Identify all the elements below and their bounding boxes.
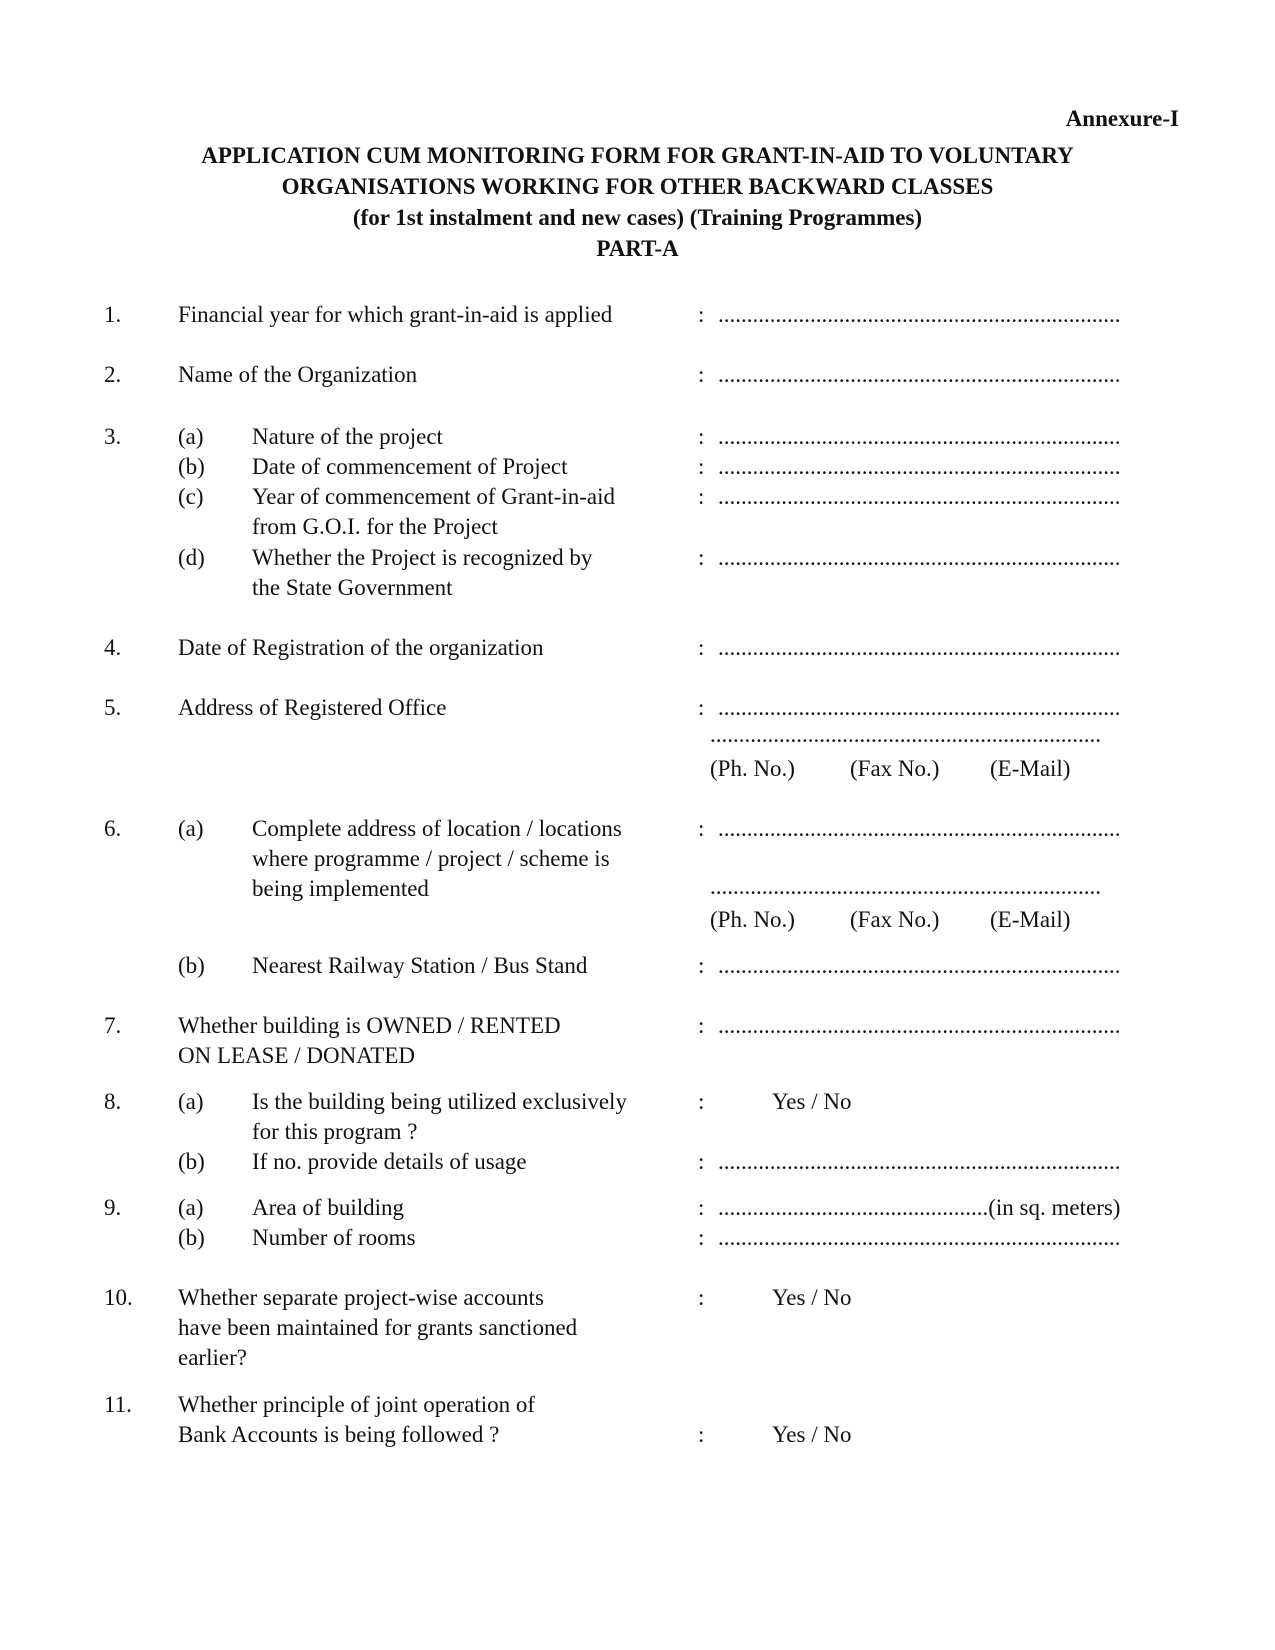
q7-label-line-1: Whether building is OWNED / RENTED [178, 1013, 561, 1038]
q3c-colon: : [698, 484, 705, 509]
q9a-label: Area of building [252, 1195, 405, 1220]
q3c-answer-field[interactable]: ...................................................................... [718, 484, 1121, 509]
q11-number: 11. [104, 1392, 132, 1417]
q6b-answer-field[interactable]: ...................................................................... [718, 953, 1121, 978]
q3b-colon: : [698, 454, 705, 479]
q9a-letter: (a) [178, 1195, 204, 1220]
q6b-label: Nearest Railway Station / Bus Stand [252, 953, 588, 978]
q8b-letter: (b) [178, 1149, 205, 1174]
q6a-answer-field[interactable]: ...................................................................... [718, 816, 1121, 841]
q1-answer-field[interactable]: ...................................................................... [718, 302, 1121, 327]
q11-yes-no-option[interactable]: Yes / No [772, 1422, 852, 1447]
q6b-colon: : [698, 953, 705, 978]
q5-colon: : [698, 695, 705, 720]
q1-colon: : [698, 302, 705, 327]
q5-phone-label: (Ph. No.) [710, 756, 795, 781]
q10-label-line-1: Whether separate project-wise accounts [178, 1285, 544, 1310]
q8a-label-line-1: Is the building being utilized exclusively [252, 1089, 627, 1114]
q1-label: Financial year for which grant-in-aid is applied [178, 302, 613, 327]
q6a-colon: : [698, 816, 705, 841]
q2-label: Name of the Organization [178, 362, 418, 387]
q3d-letter: (d) [178, 545, 205, 570]
q3c-label-line-1: Year of commencement of Grant-in-aid [252, 484, 615, 509]
q5-answer-field-line-2[interactable]: .................................................................... [710, 722, 1101, 747]
q9-number: 9. [104, 1195, 122, 1220]
q2-answer-field[interactable]: ...................................................................... [718, 362, 1121, 387]
q6a-letter: (a) [178, 816, 204, 841]
q3d-answer-field[interactable]: ...................................................................... [718, 545, 1121, 570]
q3-number: 3. [104, 424, 122, 449]
q5-fax-label: (Fax No.) [850, 756, 940, 781]
q9b-colon: : [698, 1225, 705, 1250]
q5-number: 5. [104, 695, 122, 720]
q4-label: Date of Registration of the organization [178, 635, 544, 660]
q8b-answer-field[interactable]: ...................................................................... [718, 1149, 1121, 1174]
q3d-label-line-2: the State Government [252, 575, 453, 600]
q8-number: 8. [104, 1089, 122, 1114]
q9a-answer-field[interactable] [718, 1193, 1120, 1223]
q6b-letter: (b) [178, 953, 205, 978]
q9a-unit-label: (in sq. meters) [988, 1195, 1121, 1220]
q10-label-line-3: earlier? [178, 1345, 247, 1370]
heading-line-3: (for 1st instalment and new cases) (Training Programmes) [352, 205, 923, 230]
q10-label-line-2: have been maintained for grants sanctioned [178, 1315, 578, 1340]
q7-number: 7. [104, 1013, 122, 1038]
q11-label-line-2: Bank Accounts is being followed ? [178, 1422, 500, 1447]
q2-number: 2. [104, 362, 122, 387]
q7-answer-field[interactable]: ...................................................................... [718, 1013, 1121, 1038]
q5-answer-field[interactable]: ...................................................................... [718, 695, 1121, 720]
q2-colon: : [698, 362, 705, 387]
q10-colon: : [698, 1285, 705, 1310]
q10-yes-no-option[interactable]: Yes / No [772, 1285, 852, 1310]
q6a-fax-label: (Fax No.) [850, 907, 940, 932]
q6-number: 6. [104, 816, 122, 841]
q4-answer-field[interactable]: ...................................................................... [718, 635, 1121, 660]
q3d-label-line-1: Whether the Project is recognized by [252, 545, 593, 570]
q6a-label-line-2: where programme / project / scheme is [252, 846, 610, 871]
q6a-email-label: (E-Mail) [990, 907, 1071, 932]
q8b-colon: : [698, 1149, 705, 1174]
q3c-letter: (c) [178, 484, 204, 509]
q9a-colon: : [698, 1195, 705, 1220]
q11-label-line-1: Whether principle of joint operation of [178, 1392, 536, 1417]
form-heading [0, 140, 1275, 264]
q3b-label: Date of commencement of Project [252, 454, 568, 479]
heading-line-1: APPLICATION CUM MONITORING FORM FOR GRANT-IN-AID TO VOLUNTARY [201, 143, 1074, 168]
q8a-letter: (a) [178, 1089, 204, 1114]
q1-number: 1. [104, 302, 122, 327]
q11-colon: : [698, 1422, 705, 1447]
q3a-label: Nature of the project [252, 424, 443, 449]
q3b-answer-field[interactable]: ...................................................................... [718, 454, 1121, 479]
q3a-answer-field[interactable]: ...................................................................... [718, 424, 1121, 449]
q8a-yes-no-option[interactable]: Yes / No [772, 1089, 852, 1114]
q5-label: Address of Registered Office [178, 695, 447, 720]
q4-number: 4. [104, 635, 122, 660]
q9b-answer-field[interactable]: ...................................................................... [718, 1225, 1121, 1250]
q6a-answer-field-line-2[interactable]: .................................................................... [710, 874, 1101, 899]
q7-colon: : [698, 1013, 705, 1038]
heading-line-4: PART-A [596, 236, 679, 261]
q9b-label: Number of rooms [252, 1225, 416, 1250]
q10-number: 10. [104, 1285, 133, 1310]
heading-line-2: ORGANISATIONS WORKING FOR OTHER BACKWARD CLASSES [281, 174, 994, 199]
q8a-label-line-2: for this program ? [252, 1119, 418, 1144]
q8a-colon: : [698, 1089, 705, 1114]
q3b-letter: (b) [178, 454, 205, 479]
annexure-label: Annexure-I [1065, 106, 1179, 131]
q7-label-line-2: ON LEASE / DONATED [178, 1043, 416, 1068]
q3c-label-line-2: from G.O.I. for the Project [252, 514, 498, 539]
q4-colon: : [698, 635, 705, 660]
q8b-label: If no. provide details of usage [252, 1149, 527, 1174]
q6a-label-line-3: being implemented [252, 876, 429, 901]
q3d-colon: : [698, 545, 705, 570]
q6a-label-line-1: Complete address of location / locations [252, 816, 622, 841]
q3a-colon: : [698, 424, 705, 449]
q5-email-label: (E-Mail) [990, 756, 1071, 781]
q9a-dot-fill: ............................................... [718, 1195, 989, 1220]
q6a-phone-label: (Ph. No.) [710, 907, 795, 932]
q3a-letter: (a) [178, 424, 204, 449]
q9b-letter: (b) [178, 1225, 205, 1250]
